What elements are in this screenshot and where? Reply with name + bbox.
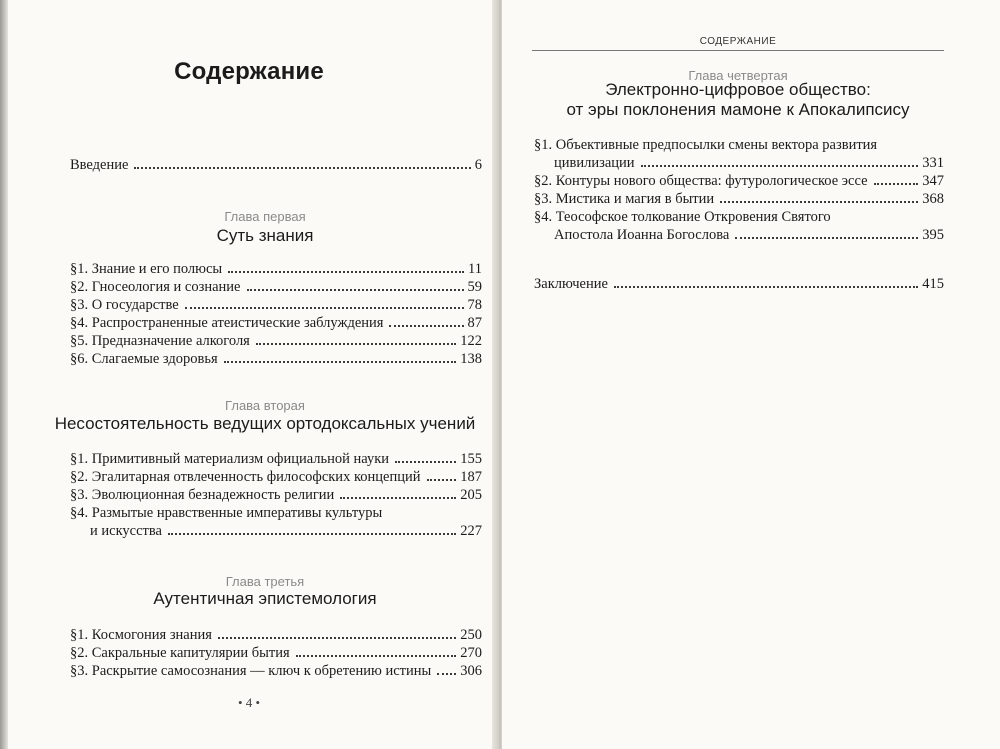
toc-entry[interactable] xyxy=(534,190,944,208)
toc-entry-page: 205 xyxy=(460,487,482,503)
dot-leader xyxy=(134,167,470,169)
chapter-2-entries xyxy=(70,450,482,540)
toc-entry-line xyxy=(534,154,944,172)
toc-entry[interactable] xyxy=(70,296,482,314)
dot-leader xyxy=(641,165,919,167)
toc-entry-text: §2. Контуры нового общества: футурологическое эссе xyxy=(534,173,868,189)
chapter-1-label: Глава первая xyxy=(224,209,306,224)
toc-entry-text: §3. Эволюционная безнадежность религии xyxy=(70,487,335,503)
chapter-4-label: Глава четвертая xyxy=(688,68,788,83)
toc-entry-text: §4. Размытые нравственные императивы культуры xyxy=(70,505,383,521)
header-rule xyxy=(532,50,944,51)
toc-entry-text: §5. Предназначение алкоголя xyxy=(70,333,250,349)
toc-entry-text-continued: Апостола Иоанна Богослова xyxy=(554,227,730,243)
chapter-3-title: Аутентичная эпистемология xyxy=(153,589,377,608)
toc-entry-line xyxy=(70,504,482,522)
toc-entry-page: 155 xyxy=(460,451,482,467)
toc-entry-multiline[interactable] xyxy=(70,504,482,540)
toc-entry-page: 78 xyxy=(467,297,482,313)
chapter-4-title-line1: Электронно-цифровое общество: xyxy=(605,80,871,99)
chapter-1-entries xyxy=(70,260,482,368)
toc-entry-text-continued: цивилизации xyxy=(554,155,635,171)
toc-entry[interactable] xyxy=(70,314,482,332)
dot-leader xyxy=(185,307,464,309)
toc-entry-page: 331 xyxy=(922,155,944,171)
toc-entry-text: §4. Распространенные атеистические заблуждения xyxy=(70,315,384,331)
toc-entry-text: §6. Слагаемые здоровья xyxy=(70,351,218,367)
dot-leader xyxy=(168,533,456,535)
toc-entry[interactable] xyxy=(70,450,482,468)
dot-leader xyxy=(720,201,918,203)
dot-leader xyxy=(395,461,456,463)
toc-entry-page: 138 xyxy=(460,351,482,367)
toc-entry[interactable] xyxy=(70,278,482,296)
right-page xyxy=(502,0,1000,749)
toc-entry[interactable] xyxy=(70,626,482,644)
toc-entry-text: §3. Раскрытие самосознания — ключ к обретению истины xyxy=(70,663,432,679)
dot-leader xyxy=(224,361,457,363)
toc-entry[interactable] xyxy=(70,350,482,368)
toc-entry-page: 187 xyxy=(460,469,482,485)
toc-entry-text: §3. О государстве xyxy=(70,297,179,313)
toc-entry-multiline[interactable] xyxy=(534,208,944,244)
toc-entry-conclusion[interactable] xyxy=(534,275,944,293)
intro-entry-list xyxy=(70,156,482,174)
toc-entry-text: §2. Сакральные капитулярии бытия xyxy=(70,645,290,661)
dot-leader xyxy=(218,637,456,639)
chapter-4-title-line2: от эры поклонения мамоне к Апокалипсису xyxy=(566,100,910,119)
dot-leader xyxy=(340,497,456,499)
chapter-3-entries xyxy=(70,626,482,680)
chapter-4-entries xyxy=(534,136,944,244)
toc-entry-text-continued: и искусства xyxy=(90,523,162,539)
contents-title: Содержание xyxy=(174,58,324,85)
toc-entry-page: 6 xyxy=(474,157,482,173)
toc-entry-line xyxy=(70,522,482,540)
dot-leader xyxy=(614,286,918,288)
dot-leader xyxy=(427,479,457,481)
toc-entry-page: 250 xyxy=(460,627,482,643)
dot-leader xyxy=(296,655,457,657)
toc-entry-text: §1. Космогония знания xyxy=(70,627,212,643)
toc-entry-line xyxy=(534,208,944,226)
toc-entry[interactable] xyxy=(70,662,482,680)
toc-entry-page: 368 xyxy=(922,191,944,207)
left-page xyxy=(0,0,498,749)
dot-leader xyxy=(389,325,463,327)
dot-leader xyxy=(247,289,464,291)
toc-entry[interactable] xyxy=(70,332,482,350)
toc-entry-page: 227 xyxy=(460,523,482,539)
toc-entry-text: §4. Теософское толкование Откровения Святого xyxy=(534,209,831,225)
toc-entry-page: 306 xyxy=(460,663,482,679)
toc-entry-multiline[interactable] xyxy=(534,136,944,172)
toc-entry-page: 87 xyxy=(467,315,482,331)
toc-entry-page: 122 xyxy=(460,333,482,349)
toc-entry-page: 270 xyxy=(460,645,482,661)
toc-entry-introduction[interactable] xyxy=(70,156,482,174)
toc-entry-text: §1. Объективные предпосылки смены вектора развития xyxy=(534,137,878,153)
chapter-2-title: Несостоятельность ведущих ортодоксальных учений xyxy=(54,414,476,433)
chapter-1-title: Суть знания xyxy=(216,226,314,245)
toc-entry-page: 347 xyxy=(922,173,944,189)
toc-entry-text: §2. Эгалитарная отвлеченность философских концепций xyxy=(70,469,421,485)
toc-entry-line xyxy=(534,226,944,244)
dot-leader xyxy=(735,237,918,239)
chapter-2-label: Глава вторая xyxy=(225,398,305,413)
toc-entry-text: Введение xyxy=(70,157,129,173)
dot-leader xyxy=(228,271,464,273)
running-head: СОДЕРЖАНИЕ xyxy=(699,36,777,47)
conclusion-entry-list xyxy=(534,275,944,293)
toc-entry-page: 59 xyxy=(467,279,482,295)
toc-entry[interactable] xyxy=(534,172,944,190)
toc-entry[interactable] xyxy=(70,486,482,504)
toc-entry-page: 11 xyxy=(468,261,482,277)
toc-entry-line xyxy=(534,136,944,154)
dot-leader xyxy=(437,673,456,675)
toc-entry-text: §1. Знание и его полюсы xyxy=(70,261,223,277)
toc-entry-page: 415 xyxy=(922,276,944,292)
toc-entry-text: §3. Мистика и магия в бытии xyxy=(534,191,715,207)
toc-entry-text: §2. Гносеология и сознание xyxy=(70,279,241,295)
toc-entry[interactable] xyxy=(70,468,482,486)
toc-entry[interactable] xyxy=(70,260,482,278)
page-number: • 4 • xyxy=(237,695,261,710)
chapter-3-label: Глава третья xyxy=(225,574,305,589)
toc-entry-text: Заключение xyxy=(534,276,608,292)
dot-leader xyxy=(256,343,456,345)
toc-entry-text: §1. Примитивный материализм официальной науки xyxy=(70,451,390,467)
toc-entry-page: 395 xyxy=(922,227,944,243)
toc-entry[interactable] xyxy=(70,644,482,662)
dot-leader xyxy=(874,183,919,185)
